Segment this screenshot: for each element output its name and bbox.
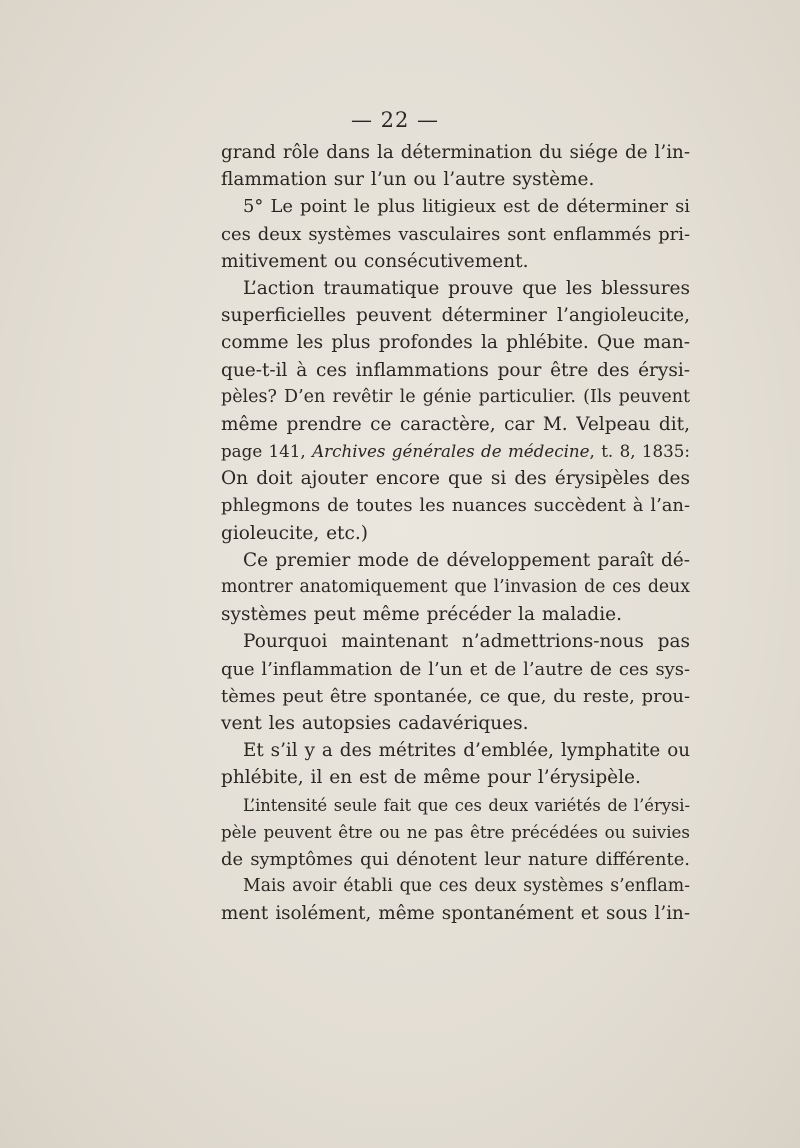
text-line: Mais avoir établi que ces deux systèmes s’enflam- (243, 876, 690, 897)
text-line: L’action traumatique prouve que les blessures (243, 277, 690, 299)
text-line: L’intensité seule fait que ces deux variétés de l’érysi- (243, 795, 690, 815)
text-line: Ce premier mode de développement paraît dé- (243, 549, 690, 571)
text-line: même prendre ce caractère, car M. Velpeau dit, (221, 413, 690, 435)
text-line: Pourquoi maintenant n’admettrions-nous pas (243, 631, 690, 653)
text-line: Et s’il y a des métrites d’emblée, lymphatite ou (243, 740, 690, 762)
text-line: ces deux systèmes vasculaires sont enflammés pri- (221, 223, 690, 245)
text-line: systèmes peut même précéder la maladie. (221, 604, 622, 626)
italic-title: Archives générales de médecine (312, 441, 590, 462)
text-segment: , t. 8, 1835: (589, 441, 690, 462)
text-line: ment isolément, même spontanément et sous l’in- (221, 903, 690, 925)
text-line: superficielles peuvent déterminer l’angioleucite, (221, 305, 690, 327)
text-line: On doit ajouter encore que si des érysipèles des (221, 468, 690, 490)
text-line: de symptômes qui dénotent leur nature différente. (221, 848, 690, 870)
text-line: vent les autopsies cadavériques. (221, 712, 529, 734)
body-text (221, 139, 690, 927)
text-line: phlegmons de toutes les nuances succèdent à l’an- (221, 495, 690, 517)
text-line: montrer anatomiquement que l’invasion de ces deux (221, 577, 690, 597)
text-line (221, 438, 690, 465)
text-segment: page 141, (221, 441, 313, 462)
text-line: que l’inflammation de l’un et de l’autre de ces sys- (221, 658, 690, 680)
text-line: gioleucite, etc.) (221, 522, 368, 544)
text-line: tèmes peut être spontanée, ce que, du reste, prou- (221, 685, 690, 707)
text-line: comme les plus profondes la phlébite. Que man- (221, 332, 690, 354)
text-line: phlébite, il en est de même pour l’érysipèle. (221, 767, 641, 789)
text-line: pèle peuvent être ou ne pas être précédées ou suivies (221, 821, 690, 842)
page-number: — 22 — (350, 108, 440, 132)
text-line: 5° Le point le plus litigieux est de déterminer si (243, 196, 690, 218)
text-line: pèles? D’en revêtir le génie particulier. (Ils peuvent (221, 386, 690, 407)
text-line: que-t-il à ces inflammations pour être des érysi- (221, 359, 690, 381)
text-line: mitivement ou consécutivement. (221, 250, 529, 272)
text-line: flammation sur l’un ou l’autre système. (221, 169, 595, 191)
text-line: grand rôle dans la détermination du siége de l’in- (221, 142, 690, 163)
